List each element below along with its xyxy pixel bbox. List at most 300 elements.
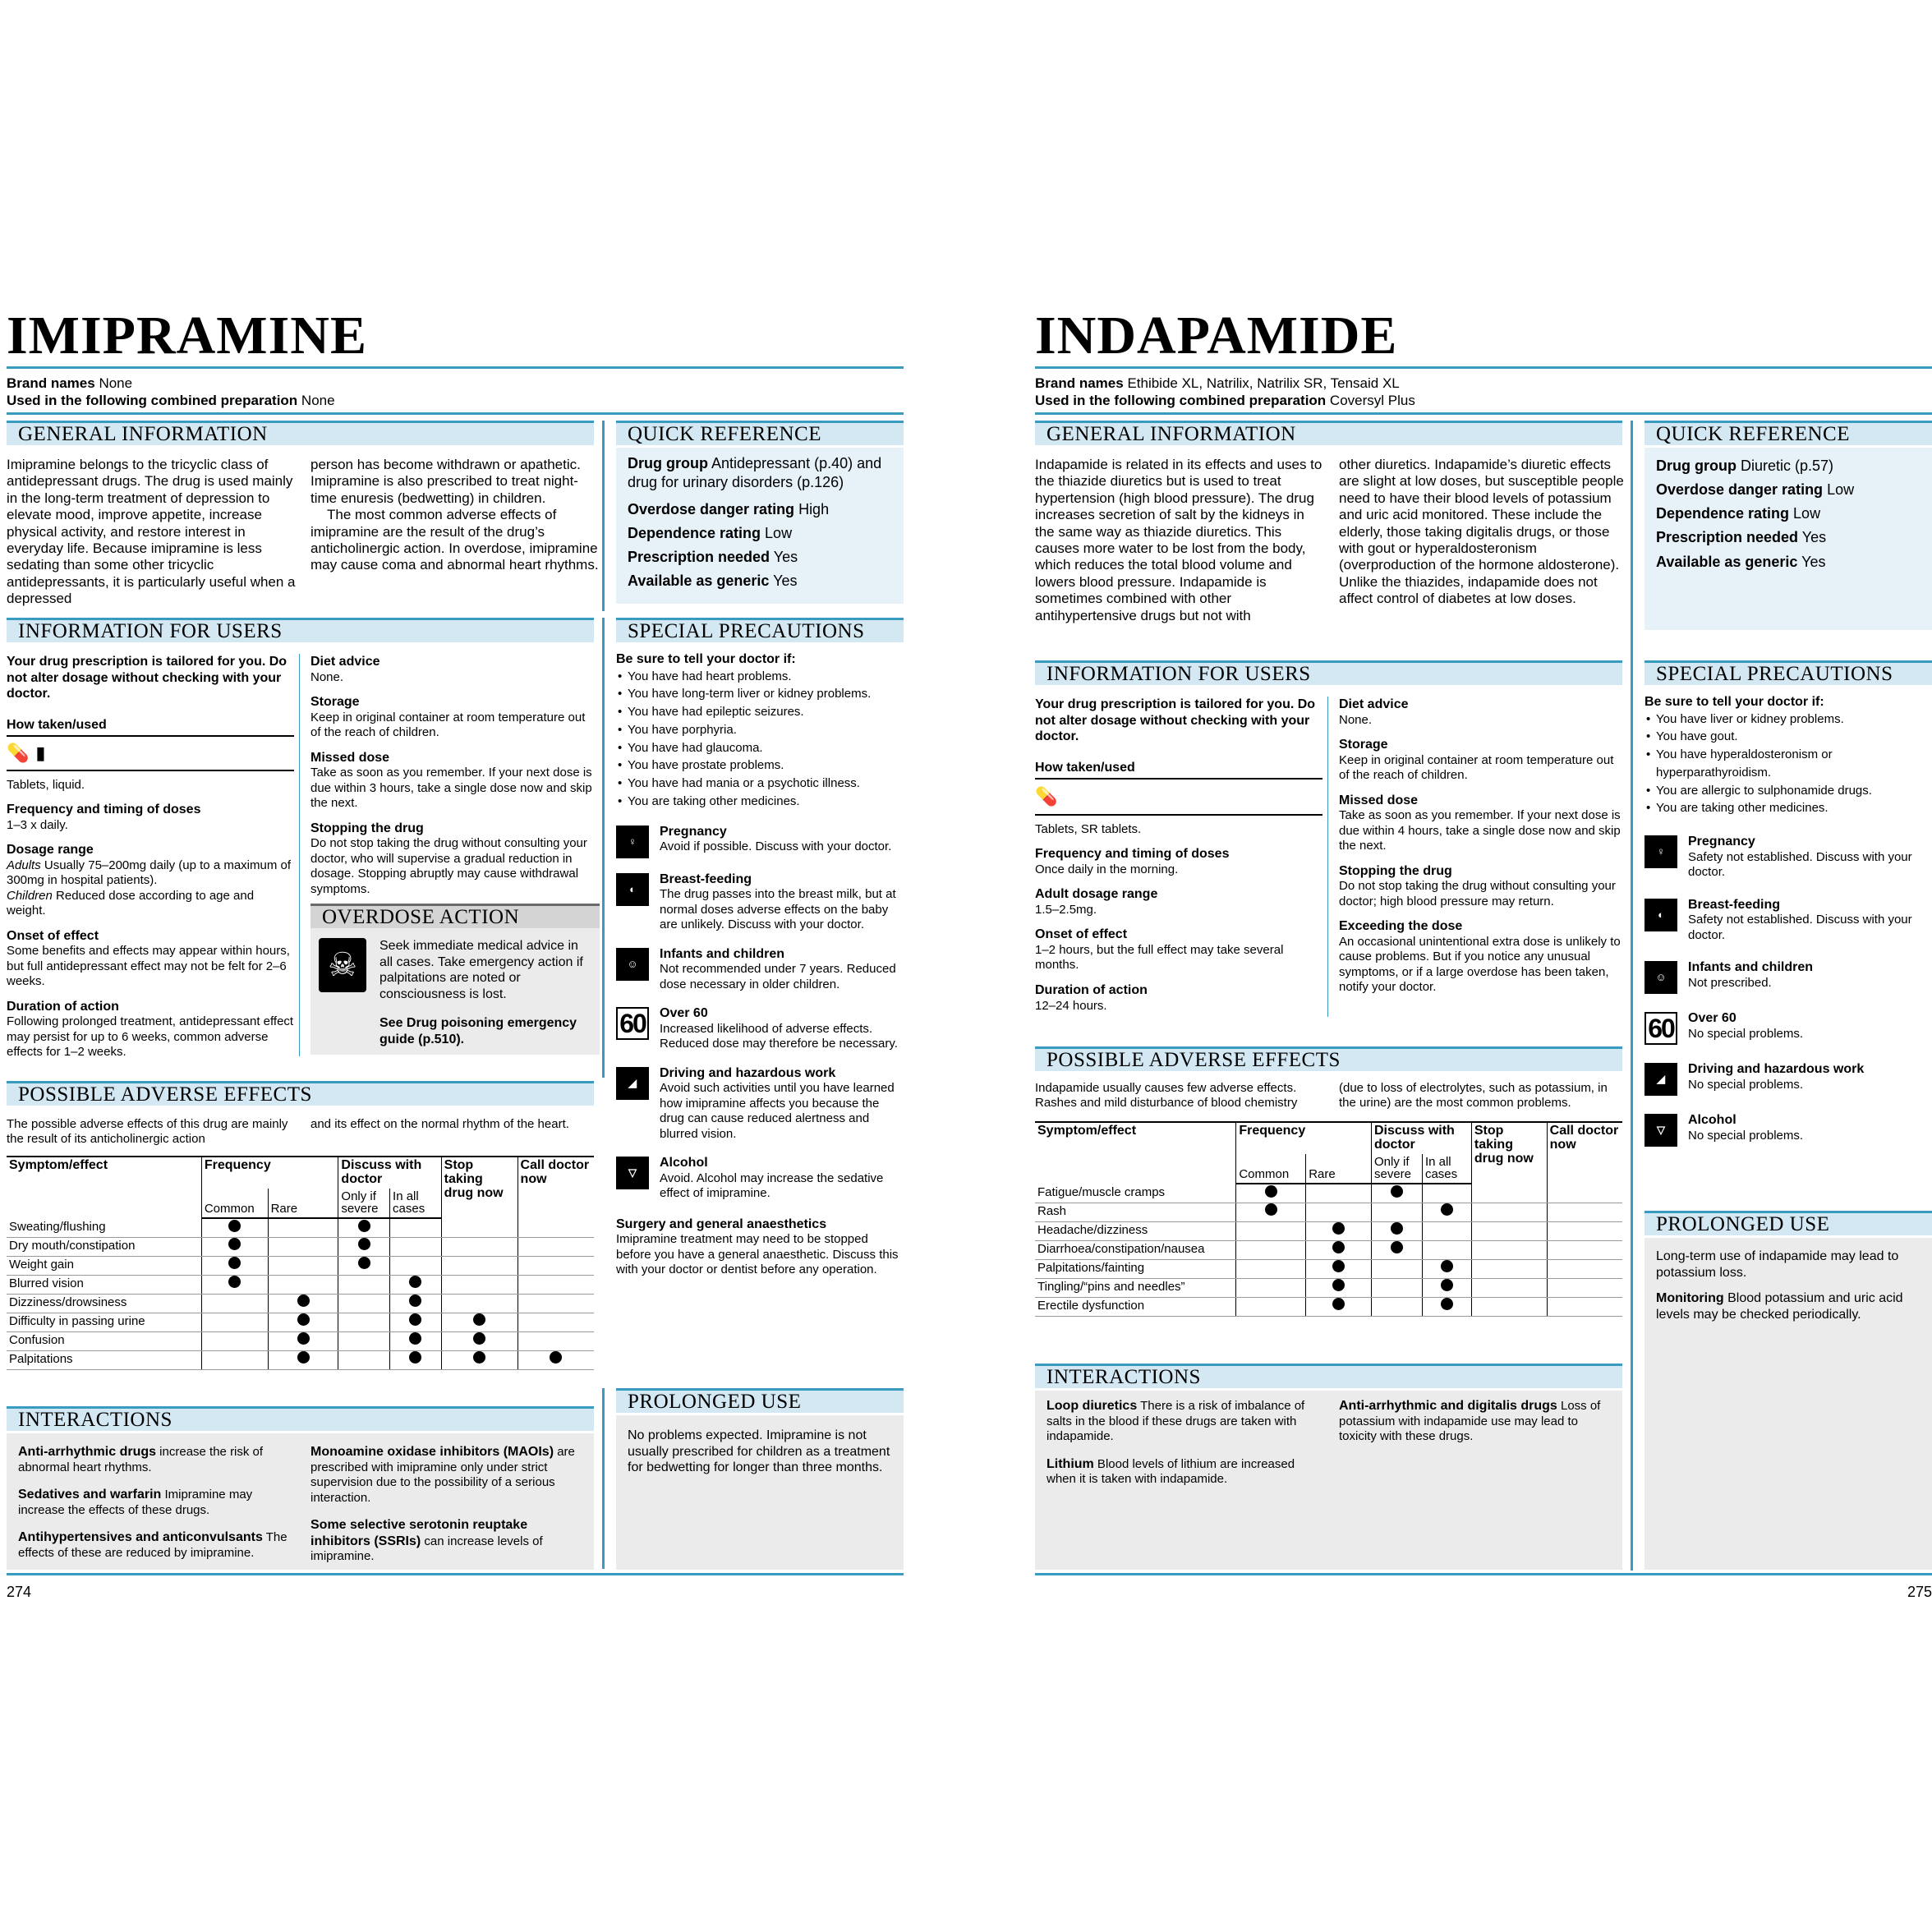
precaution-block xyxy=(616,1005,904,1052)
driving-icon: ◢ xyxy=(1644,1063,1677,1096)
effect-dot xyxy=(1391,1241,1403,1253)
precautions-intro: Be sure to tell your doctor if: xyxy=(1644,695,1824,709)
adverse-intro-col1: Indapamide usually causes few adverse effects. Rashes and mild disturbance of blood chemistry xyxy=(1035,1081,1298,1111)
effect-dot xyxy=(228,1238,241,1250)
symptom-cell: Dizziness/drowsiness xyxy=(7,1294,201,1313)
quick-ref-value: Low xyxy=(1789,505,1821,522)
effect-dot xyxy=(297,1295,310,1307)
effect-dot xyxy=(1332,1260,1345,1272)
quick-ref-value: Diuretic (p.57) xyxy=(1736,458,1834,474)
effect-cell xyxy=(441,1331,518,1350)
table-body xyxy=(1035,1184,1622,1316)
table-row xyxy=(1035,1259,1622,1278)
effect-cell xyxy=(1236,1203,1306,1221)
table-row xyxy=(7,1256,594,1275)
table-row xyxy=(1035,1297,1622,1316)
how-taken-label: How taken/used xyxy=(7,718,107,733)
quick-ref-item xyxy=(628,522,892,545)
effect-dot xyxy=(409,1313,421,1326)
quick-ref-item xyxy=(1656,454,1920,478)
table-row xyxy=(7,1275,594,1294)
effect-cell xyxy=(1547,1203,1622,1221)
effect-cell xyxy=(1372,1203,1423,1221)
quick-ref-value: High xyxy=(794,500,830,517)
brand-info: Brand names Ethibide XL, Natrilix, Natrilix SR, Tensaid XL Used in the following combined preparation Coversyl Plus xyxy=(1035,375,1415,409)
precaution-item: • You have hyperaldosteronism or hyperparathyroidism. xyxy=(1644,746,1932,782)
effect-cell xyxy=(1471,1221,1547,1240)
ifu-intro: Your drug prescription is tailored for you. Do not alter dosage without checking with your doctor. xyxy=(1035,697,1316,744)
precaution-block xyxy=(1644,834,1932,881)
precaution-item: • You have gout. xyxy=(1644,728,1932,746)
effect-dot xyxy=(1332,1279,1345,1291)
precaution-heading: Breast-feeding xyxy=(660,872,752,886)
quick-reference xyxy=(616,421,904,445)
section-heading: GENERAL INFORMATION xyxy=(7,421,594,445)
precaution-heading: Over 60 xyxy=(660,1006,708,1021)
effect-cell xyxy=(338,1256,390,1275)
precaution-body xyxy=(1688,834,1932,881)
effect-dot xyxy=(1265,1185,1277,1198)
quick-ref-key: Drug group xyxy=(628,455,708,471)
effect-cell xyxy=(1236,1240,1306,1259)
effect-cell xyxy=(518,1294,594,1313)
effect-cell xyxy=(1471,1240,1547,1259)
quick-ref-key: Drug group xyxy=(1656,458,1736,474)
infants-children-icon: ☺ xyxy=(616,948,649,981)
precaution-heading: Driving and hazardous work xyxy=(1688,1062,1865,1077)
effect-dot xyxy=(473,1351,485,1364)
col-all-cases: In all cases xyxy=(1422,1154,1471,1184)
precaution-block xyxy=(616,1065,904,1142)
effect-cell xyxy=(518,1237,594,1256)
interactions xyxy=(1035,1364,1622,1388)
precautions-list xyxy=(616,668,904,811)
effect-cell xyxy=(268,1350,338,1369)
effect-cell xyxy=(390,1218,442,1237)
effect-cell xyxy=(201,1331,268,1350)
effect-cell xyxy=(518,1218,594,1237)
interaction-drug: Sedatives and warfarin xyxy=(18,1488,162,1502)
liquid-bottle-icon: ▮ xyxy=(35,743,46,764)
dosage-forms: Tablets, SR tablets. xyxy=(1035,821,1142,836)
interaction-text: There is a risk of imbalance of salts in the blood if these drugs are taken with indapamide. xyxy=(1046,1399,1305,1444)
effect-cell xyxy=(201,1350,268,1369)
quick-ref-item xyxy=(628,498,892,522)
quick-ref-item xyxy=(1656,502,1920,526)
effect-cell xyxy=(268,1294,338,1313)
drug-title: INDAPAMIDE xyxy=(1035,306,1398,366)
effect-cell xyxy=(338,1331,390,1350)
section-heading: QUICK REFERENCE xyxy=(1644,421,1932,445)
interactions-col2 xyxy=(310,1444,590,1576)
precaution-items xyxy=(1644,834,1932,1147)
quick-ref-item xyxy=(628,545,892,569)
tablet-icon: 💊 xyxy=(1035,786,1058,807)
effect-cell xyxy=(1422,1240,1471,1259)
effect-cell xyxy=(1422,1259,1471,1278)
pregnancy-icon: ♀ xyxy=(1644,835,1677,868)
dosage-form-icons xyxy=(1035,781,1322,812)
effect-cell xyxy=(441,1294,518,1313)
ifu-col2: Diet advice None. Storage Keep in original container at room temperature out of the reach of children. Missed dose Take as soon as you remember. If your next dose is due within 3 hours, take a single dose now and skip the next. Stopping the drug Do not stop taking the drug without consulting your doctor, who will supervise a gradual reduction in dosage. Stopping abruptly may cause withdrawal symptoms. xyxy=(310,655,592,896)
effect-cell xyxy=(338,1313,390,1331)
quick-ref-item xyxy=(628,454,892,493)
symptom-cell: Palpitations/fainting xyxy=(1035,1259,1236,1278)
effect-cell xyxy=(201,1256,268,1275)
effect-dot xyxy=(473,1332,485,1345)
effect-cell xyxy=(1306,1278,1372,1297)
interaction-item xyxy=(310,1517,590,1565)
quick-ref-key: Overdose danger rating xyxy=(628,500,795,517)
prolonged-use-text: Long-term use of indapamide may lead to potassium loss. Monitoring Blood potassium and uric acid levels may be checked periodically. xyxy=(1656,1249,1903,1322)
effect-cell xyxy=(268,1313,338,1331)
col-symptom: Symptom/effect xyxy=(1035,1122,1236,1184)
overdose-action xyxy=(310,904,600,1055)
quick-ref-key: Available as generic xyxy=(1656,553,1798,570)
effect-dot xyxy=(1391,1185,1403,1198)
general-info-col2: other diuretics. Indapamide’s diuretic effects are slight at low doses, but susceptible people need to have their blood levels of potassium and uric acid monitored. These include the elderly, those taking digitalis drugs, or those with gout or hyperaldosteronism (overproduction of the hormone aldosterone). Unlike the thiazides, indapamide does not affect control of diabetes at low doses. xyxy=(1339,457,1624,607)
precaution-body xyxy=(1688,897,1932,944)
section-heading: OVERDOSE ACTION xyxy=(310,904,600,928)
effect-cell xyxy=(1236,1184,1306,1203)
effect-cell xyxy=(518,1331,594,1350)
effect-cell xyxy=(1547,1240,1622,1259)
effect-cell xyxy=(268,1331,338,1350)
overdose-guide-link[interactable]: See Drug poisoning emergency guide (p.510). xyxy=(380,1016,577,1046)
effect-cell xyxy=(441,1275,518,1294)
quick-ref-key: Dependence rating xyxy=(628,524,761,541)
page-number: 274 xyxy=(7,1584,32,1600)
effect-dot xyxy=(297,1351,310,1364)
tablet-icon: 💊 xyxy=(7,743,30,764)
effect-cell xyxy=(268,1256,338,1275)
effect-cell xyxy=(1372,1184,1423,1203)
table-row xyxy=(7,1313,594,1331)
effect-dot xyxy=(228,1220,241,1232)
effect-dot xyxy=(358,1238,370,1250)
symptom-cell: Headache/dizziness xyxy=(1035,1221,1236,1240)
effect-cell xyxy=(390,1313,442,1331)
ifu-col1: Your drug prescription is tailored for you. Do not alter dosage without checking with your doctor. How taken/used 💊 ▮ Tablets, liquid. Frequency and timing of doses 1–3 x daily. Dosage range Adults Usually 75–200mg daily (up to a maximum of 300mg in hospital patients). Children Reduced dose according to age and weight. Onset of effect Some benefits and effects may appear within hours, but full antidepressant effect may not be felt for 2–6 weeks. Duration of action Following prolonged treatment, antidepressant effect may persist for up to 6 weeks, common adverse effects for 1–2 weeks. xyxy=(7,655,294,1060)
quick-ref-value: Low xyxy=(761,524,793,541)
symptom-cell: Rash xyxy=(1035,1203,1236,1221)
interaction-item xyxy=(1046,1398,1326,1445)
precaution-item: • You have had heart problems. xyxy=(616,668,904,686)
table-row xyxy=(7,1331,594,1350)
precaution-block xyxy=(1644,1061,1932,1096)
precaution-block xyxy=(616,1155,904,1202)
section-heading: QUICK REFERENCE xyxy=(616,421,904,445)
brand-info: Brand names None Used in the following combined preparation None xyxy=(7,375,335,409)
precaution-text: Increased likelihood of adverse effects. Reduced dose may therefore be necessary. xyxy=(660,1021,898,1051)
precaution-item: • You have long-term liver or kidney problems. xyxy=(616,685,904,703)
col-only-if-severe: Only if severe xyxy=(338,1189,390,1219)
column-divider xyxy=(1631,421,1633,1571)
quick-ref-value: Yes xyxy=(770,549,798,566)
table-body xyxy=(7,1218,594,1369)
precaution-text: Safety not established. Discuss with your doctor. xyxy=(1688,849,1912,880)
table-row xyxy=(7,1237,594,1256)
section-heading: SPECIAL PRECAUTIONS xyxy=(616,618,904,642)
precaution-body xyxy=(660,872,904,933)
col-symptom: Symptom/effect xyxy=(7,1157,201,1218)
effect-cell xyxy=(1547,1278,1622,1297)
section-heading: INTERACTIONS xyxy=(7,1406,594,1431)
quick-ref-value: Antidepressant (p.40) and drug for urinary disorders (p.126) xyxy=(628,455,882,491)
effect-dot xyxy=(1441,1203,1453,1216)
effect-cell xyxy=(1422,1297,1471,1316)
effect-cell xyxy=(441,1350,518,1369)
precaution-item: • You are taking other medicines. xyxy=(616,793,904,811)
skull-icon: ☠ xyxy=(319,938,366,992)
effect-cell xyxy=(1422,1203,1471,1221)
effect-dot xyxy=(409,1276,421,1288)
effect-cell xyxy=(201,1275,268,1294)
col-call: Call doctor now xyxy=(1547,1122,1622,1184)
brand-rule xyxy=(7,412,904,415)
precaution-item: • You are allergic to sulphonamide drugs. xyxy=(1644,782,1932,800)
effect-cell xyxy=(1372,1278,1423,1297)
effect-cell xyxy=(1236,1221,1306,1240)
interaction-text: The effects of these are reduced by imipramine. xyxy=(18,1530,288,1560)
effect-dot xyxy=(358,1257,370,1269)
pregnancy-icon: ♀ xyxy=(616,826,649,858)
alcohol-icon: ▽ xyxy=(1644,1114,1677,1147)
section-heading: INFORMATION FOR USERS xyxy=(7,618,594,642)
precaution-text: Safety not established. Discuss with your doctor. xyxy=(1688,913,1912,942)
quick-ref-value: Yes xyxy=(1797,553,1826,570)
precaution-body xyxy=(660,1065,904,1142)
precaution-body xyxy=(660,1155,904,1202)
precaution-body xyxy=(1688,1061,1864,1096)
precaution-body xyxy=(660,1005,904,1052)
effect-dot xyxy=(1332,1222,1345,1235)
effect-cell xyxy=(390,1331,442,1350)
col-stop: Stop taking drug now xyxy=(441,1157,518,1218)
col-frequency: Frequency xyxy=(1236,1122,1372,1154)
effect-cell xyxy=(1236,1297,1306,1316)
adverse-effects-table xyxy=(7,1156,594,1370)
column-divider xyxy=(1327,697,1328,1017)
interaction-text: Loss of potassium with indapamide use may lead to toxicity with these drugs. xyxy=(1339,1399,1601,1444)
col-common: Common xyxy=(1236,1154,1306,1184)
dosage-form-icons xyxy=(7,738,294,768)
effect-cell xyxy=(1422,1278,1471,1297)
col-call: Call doctor now xyxy=(518,1157,594,1218)
precaution-text: No special problems. xyxy=(1688,1026,1804,1041)
table-row xyxy=(1035,1203,1622,1221)
effect-cell xyxy=(201,1237,268,1256)
interaction-text: can increase levels of imipramine. xyxy=(310,1534,543,1564)
page-left xyxy=(7,0,904,1927)
symptom-cell: Tingling/“pins and needles” xyxy=(1035,1278,1236,1297)
bottom-rule xyxy=(1035,1573,1932,1575)
precaution-heading: Alcohol xyxy=(1688,1113,1736,1128)
effect-dot xyxy=(1441,1260,1453,1272)
table-row xyxy=(7,1294,594,1313)
interactions-col2 xyxy=(1339,1398,1618,1456)
bottom-rule xyxy=(7,1573,904,1575)
effect-cell xyxy=(338,1275,390,1294)
effect-dot xyxy=(1332,1241,1345,1253)
information-for-users xyxy=(7,618,594,642)
effect-dot xyxy=(1332,1298,1345,1310)
precaution-heading: Infants and children xyxy=(660,946,785,961)
special-precautions xyxy=(1644,660,1932,1147)
col-all-cases: In all cases xyxy=(390,1189,442,1219)
precaution-heading: Pregnancy xyxy=(1688,835,1755,849)
dosage-forms: Tablets, liquid. xyxy=(7,777,85,792)
table-row xyxy=(7,1218,594,1237)
interaction-item xyxy=(310,1444,590,1506)
section-heading: PROLONGED USE xyxy=(616,1388,904,1413)
title-rule xyxy=(7,366,904,369)
effect-cell xyxy=(518,1275,594,1294)
interaction-item xyxy=(18,1444,297,1475)
effect-cell xyxy=(201,1313,268,1331)
effect-cell xyxy=(201,1218,268,1237)
precaution-text: No special problems. xyxy=(1688,1128,1804,1143)
effect-cell xyxy=(1471,1259,1547,1278)
effect-dot xyxy=(1441,1279,1453,1291)
over-60-icon: 60 xyxy=(1644,1012,1677,1045)
effect-cell xyxy=(441,1218,518,1237)
section-heading: INFORMATION FOR USERS xyxy=(1035,660,1622,685)
effect-cell xyxy=(1547,1259,1622,1278)
effect-dot xyxy=(1265,1203,1277,1216)
effect-cell xyxy=(1547,1184,1622,1203)
precaution-block xyxy=(1644,959,1932,994)
symptom-cell: Blurred vision xyxy=(7,1275,201,1294)
col-discuss: Discuss with doctor xyxy=(1372,1122,1472,1154)
effect-cell xyxy=(1306,1203,1372,1221)
general-info-col1: Indapamide is related in its effects and uses to the thiazide diuretics but is used to treat hypertension (high blood pressure). The drug increases secretion of salt by the kidneys in the same way as thiazide diuretics. This causes more water to be lost from the body, which reduces the total blood volume and lowers blood pressure. Indapamide is sometimes combined with other antihypertensive drugs but not with xyxy=(1035,457,1322,623)
precaution-heading: Alcohol xyxy=(660,1156,708,1170)
symptom-cell: Confusion xyxy=(7,1331,201,1350)
precaution-text: Avoid such activities until you have learned how imipramine affects you because the drug can cause reduced alertness and blurred vision. xyxy=(660,1081,895,1141)
precaution-block xyxy=(1644,897,1932,944)
symptom-cell: Difficulty in passing urine xyxy=(7,1313,201,1331)
interaction-item xyxy=(18,1529,297,1561)
section-heading: SPECIAL PRECAUTIONS xyxy=(1644,660,1932,685)
effect-cell xyxy=(1372,1221,1423,1240)
general-information xyxy=(7,421,594,445)
effect-cell xyxy=(1306,1184,1372,1203)
table-header xyxy=(7,1157,594,1218)
effect-cell xyxy=(201,1294,268,1313)
adverse-intro-col2: and its effect on the normal rhythm of the heart. xyxy=(310,1117,569,1131)
header-row xyxy=(7,1157,594,1189)
precaution-item: • You have prostate problems. xyxy=(616,757,904,775)
effect-cell xyxy=(1471,1297,1547,1316)
effect-cell xyxy=(441,1237,518,1256)
quick-ref-value: Yes xyxy=(1798,529,1827,546)
interaction-drug: Loop diuretics xyxy=(1046,1399,1138,1413)
effect-cell xyxy=(1306,1240,1372,1259)
drug-title: IMIPRAMINE xyxy=(7,306,367,366)
breastfeeding-icon: ◐ xyxy=(1644,899,1677,931)
col-discuss: Discuss with doctor xyxy=(338,1157,441,1189)
section-heading: INTERACTIONS xyxy=(1035,1364,1622,1388)
interaction-drug: Monoamine oxidase inhibitors (MAOIs) xyxy=(310,1445,554,1459)
symptom-cell: Weight gain xyxy=(7,1256,201,1275)
precaution-text: The drug passes into the breast milk, but at normal doses adverse effects on the baby are unlikely. Discuss with your doctor. xyxy=(660,887,896,932)
ifu-intro: Your drug prescription is tailored for you. Do not alter dosage without checking with your doctor. xyxy=(7,655,288,701)
information-for-users xyxy=(1035,660,1622,685)
precaution-block xyxy=(616,824,904,858)
precaution-block xyxy=(1644,1112,1932,1147)
effect-cell xyxy=(1236,1278,1306,1297)
precaution-heading: Infants and children xyxy=(1688,960,1814,975)
how-taken-label: How taken/used xyxy=(1035,761,1135,775)
table-header xyxy=(1035,1122,1622,1184)
column-divider xyxy=(602,618,605,1078)
section-heading: POSSIBLE ADVERSE EFFECTS xyxy=(7,1081,594,1106)
adverse-effects-table xyxy=(1035,1121,1622,1317)
interaction-item xyxy=(1046,1456,1326,1488)
precaution-item: • You have porphyria. xyxy=(616,721,904,739)
quick-ref-value: Low xyxy=(1823,481,1855,499)
effect-dot xyxy=(1441,1298,1453,1310)
interaction-text: Blood levels of lithium are increased when it is taken with indapamide. xyxy=(1046,1456,1295,1487)
column-divider xyxy=(602,421,605,611)
precaution-text: Not recommended under 7 years. Reduced dose necessary in older children. xyxy=(660,962,896,991)
quick-ref-item xyxy=(1656,550,1920,574)
effect-cell xyxy=(1372,1259,1423,1278)
section-heading: PROLONGED USE xyxy=(1644,1211,1932,1235)
interaction-drug: Antihypertensives and anticonvulsants xyxy=(18,1530,263,1545)
precaution-text: Avoid. Alcohol may increase the sedative effect of imipramine. xyxy=(660,1170,884,1201)
general-information xyxy=(1035,421,1622,445)
table-row xyxy=(1035,1240,1622,1259)
effect-cell xyxy=(338,1350,390,1369)
precaution-items xyxy=(616,824,904,1202)
quick-ref-key: Prescription needed xyxy=(1656,529,1799,546)
symptom-cell: Palpitations xyxy=(7,1350,201,1369)
effect-cell xyxy=(1471,1278,1547,1297)
precaution-block xyxy=(616,872,904,933)
effect-dot xyxy=(297,1313,310,1326)
interaction-drug: Anti-arrhythmic and digitalis drugs xyxy=(1339,1399,1557,1413)
page-right xyxy=(1035,0,1932,1927)
interaction-text: Imipramine may increase the effects of these drugs. xyxy=(18,1488,253,1517)
effect-dot xyxy=(550,1351,562,1364)
table-row xyxy=(1035,1184,1622,1203)
interactions-col1 xyxy=(18,1444,297,1572)
effect-cell xyxy=(390,1256,442,1275)
ifu-col2: Diet advice None. Storage Keep in original container at room temperature out of the reach of children. Missed dose Take as soon as you remember. If your next dose is due within 4 hours, take a single dose now and skip the next. Stopping the drug Do not stop taking the drug without consulting your doctor; high blood pressure may return. Exceeding the dose An occasional unintentional extra dose is unlikely to cause problems. But if you notice any unusual symptoms, or if a large overdose has been taken, notify your doctor. xyxy=(1339,697,1621,995)
possible-adverse-effects xyxy=(1035,1046,1622,1071)
precaution-heading: Driving and hazardous work xyxy=(660,1065,836,1080)
precautions-list xyxy=(1644,711,1932,818)
precaution-body xyxy=(1688,1010,1803,1045)
quick-ref-key: Available as generic xyxy=(628,573,770,590)
column-divider xyxy=(602,1388,605,1569)
effect-dot xyxy=(228,1257,241,1269)
precaution-heading: Over 60 xyxy=(1688,1011,1736,1026)
effect-cell xyxy=(1471,1203,1547,1221)
prolonged-use xyxy=(616,1388,904,1413)
precautions-intro: Be sure to tell your doctor if: xyxy=(616,652,796,666)
effect-cell xyxy=(338,1294,390,1313)
quick-reference-panel xyxy=(616,448,904,604)
interaction-text: increase the risk of abnormal heart rhythms. xyxy=(18,1445,264,1474)
precaution-block xyxy=(616,946,904,993)
symptom-cell: Sweating/flushing xyxy=(7,1218,201,1237)
precaution-item: • You are taking other medicines. xyxy=(1644,799,1932,817)
page-number: 275 xyxy=(1907,1584,1932,1600)
effect-cell xyxy=(1306,1259,1372,1278)
